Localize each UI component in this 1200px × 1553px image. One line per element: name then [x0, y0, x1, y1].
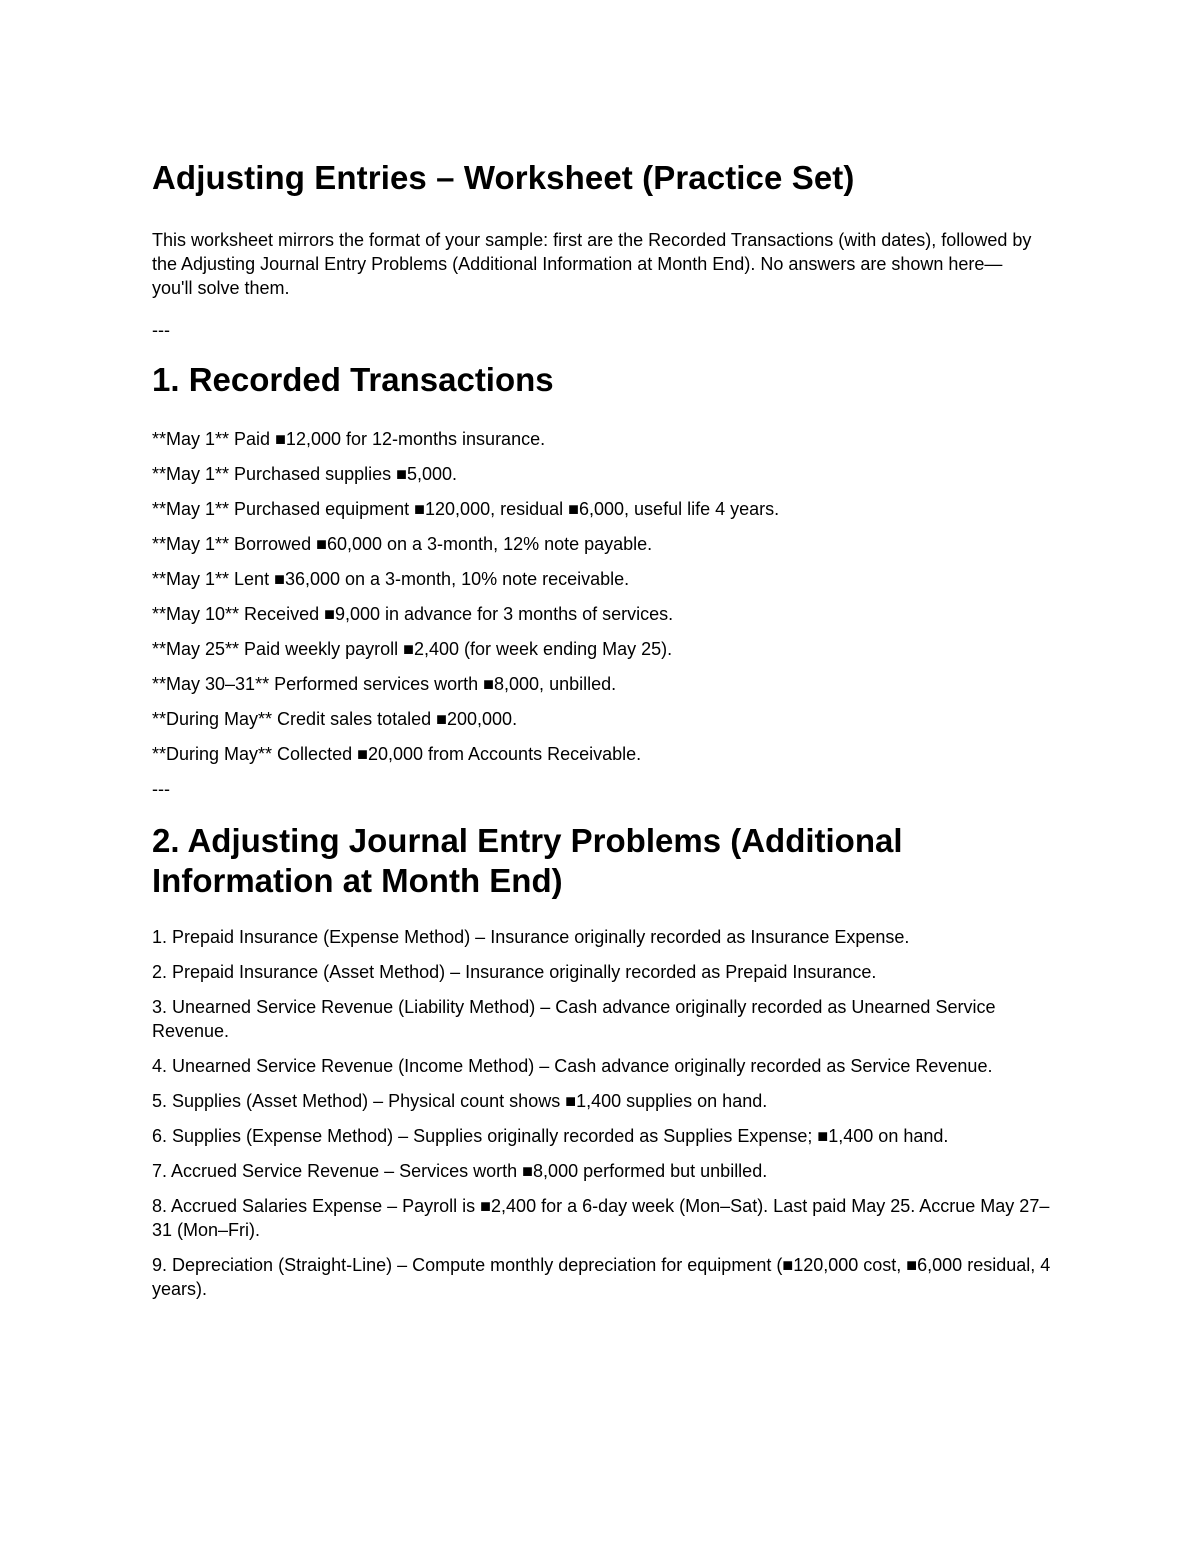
intro-paragraph: This worksheet mirrors the format of your sample: first are the Recorded Transactions (with dates), followed by the Adjusting Journal Entry Problems (Additional Information at Month End). No answers are shown here—you'll solve them. [152, 230, 1032, 298]
transaction-item: **During May** Collected ■20,000 from Accounts Receivable. [152, 744, 642, 764]
transaction-item: **May 1** Lent ■36,000 on a 3-month, 10% note receivable. [152, 569, 630, 589]
transaction-item: **May 1** Purchased supplies ■5,000. [152, 464, 458, 484]
transaction-item: **May 25** Paid weekly payroll ■2,400 (for week ending May 25). [152, 639, 673, 659]
problem-item: 8. Accrued Salaries Expense – Payroll is ■2,400 for a 6-day week (Mon–Sat). Last paid May 25. Accrue May 27–31 (Mon–Fri). [152, 1196, 1050, 1240]
transaction-item: **May 1** Purchased equipment ■120,000, residual ■6,000, useful life 4 years. [152, 499, 780, 519]
problem-item: 5. Supplies (Asset Method) – Physical count shows ■1,400 supplies on hand. [152, 1091, 768, 1111]
document-page [152, 150, 1052, 1312]
problem-item: 2. Prepaid Insurance (Asset Method) – Insurance originally recorded as Prepaid Insurance. [152, 962, 877, 982]
section-2-heading: 2. Adjusting Journal Entry Problems (Additional Information at Month End) [152, 822, 903, 899]
problem-item: 9. Depreciation (Straight-Line) – Compute monthly depreciation for equipment (■120,000 cost, ■6,000 residual, 4 years). [152, 1255, 1051, 1299]
section-1-heading: 1. Recorded Transactions [152, 361, 554, 398]
problem-item: 7. Accrued Service Revenue – Services worth ■8,000 performed but unbilled. [152, 1161, 768, 1181]
problems-list [152, 925, 1052, 1301]
page-title: Adjusting Entries – Worksheet (Practice Set) [152, 159, 855, 196]
transaction-item: **May 30–31** Performed services worth ■8,000, unbilled. [152, 674, 617, 694]
separator-1: --- [152, 320, 170, 340]
problem-item: 4. Unearned Service Revenue (Income Method) – Cash advance originally recorded as Service Revenue. [152, 1056, 993, 1076]
problem-item: 3. Unearned Service Revenue (Liability Method) – Cash advance originally recorded as Unearned Service Revenue. [152, 997, 996, 1041]
separator-2: --- [152, 779, 170, 799]
transaction-item: **May 10** Received ■9,000 in advance for 3 months of services. [152, 604, 674, 624]
problem-item: 1. Prepaid Insurance (Expense Method) – Insurance originally recorded as Insurance Expense. [152, 927, 910, 947]
transaction-item: **During May** Credit sales totaled ■200,000. [152, 709, 518, 729]
problem-item: 6. Supplies (Expense Method) – Supplies originally recorded as Supplies Expense; ■1,400 on hand. [152, 1126, 949, 1146]
transaction-item: **May 1** Paid ■12,000 for 12-months insurance. [152, 429, 546, 449]
transaction-item: **May 1** Borrowed ■60,000 on a 3-month, 12% note payable. [152, 534, 653, 554]
transactions-list [152, 427, 1052, 766]
